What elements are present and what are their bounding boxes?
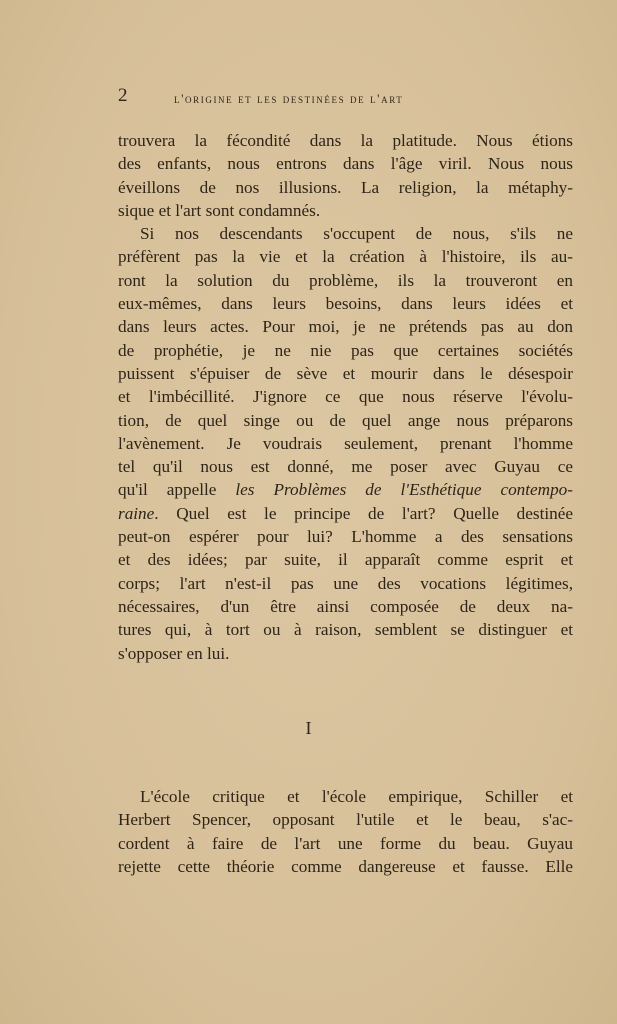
text-line: tures qui, à tort ou à raison, semblent se distinguer et bbox=[118, 620, 573, 640]
text-line: Si nos descendants s'occupent de nous, s'ils ne bbox=[140, 224, 573, 244]
text-line: de prophétie, je ne nie pas que certaines sociétés bbox=[118, 340, 573, 360]
page-number: 2 bbox=[118, 85, 128, 106]
section-heading: I bbox=[305, 718, 312, 738]
body-text bbox=[118, 129, 573, 665]
text-line: eux-mêmes, dans leurs besoins, dans leurs idées et bbox=[118, 294, 573, 314]
text-line: puissent s'épuiser de sève et mourir dans le désespoir bbox=[118, 363, 573, 383]
text-line: nécessaires, d'un être ainsi composée de deux na- bbox=[118, 596, 573, 616]
text-line: cordent à faire de l'art une forme du beau. Guyau bbox=[118, 833, 573, 853]
text-span: . Quel est le principe de l'art? Quelle destinée bbox=[154, 503, 573, 523]
text-line: L'école critique et l'école empirique, Schiller et bbox=[140, 787, 573, 806]
book-title-italic: raine bbox=[118, 503, 155, 523]
text-line: peut-on espérer pour lui? L'homme a des sensations bbox=[118, 527, 573, 547]
text-line: et des idées; par suite, il apparaît comme esprit et bbox=[118, 550, 573, 570]
text-line: tion, de quel singe ou de quel ange nous préparons bbox=[118, 410, 573, 430]
text-line: trouvera la fécondité dans la platitude. Nous étions bbox=[118, 131, 573, 150]
text-line bbox=[118, 502, 573, 525]
text-line: tel qu'il nous est donné, me poser avec Guyau ce bbox=[118, 457, 573, 477]
text-line: Herbert Spencer, opposant l'utile et le beau, s'ac- bbox=[118, 810, 573, 830]
text-line: s'opposer en lui. bbox=[118, 643, 230, 663]
text-line: des enfants, nous entrons dans l'âge viril. Nous nous bbox=[118, 154, 573, 174]
text-line: rejette cette théorie comme dangereuse et fausse. Elle bbox=[118, 856, 573, 876]
book-title-italic: les Problèmes de l'Esthétique contempo- bbox=[235, 480, 574, 500]
text-line: sique et l'art sont condamnés. bbox=[118, 200, 321, 220]
text-line: et l'imbécillité. J'ignore ce que nous réserve l'évolu- bbox=[118, 387, 573, 407]
text-line: l'avènement. Je voudrais seulement, prenant l'homme bbox=[118, 433, 573, 453]
text-line: corps; l'art n'est-il pas une des vocations légitimes, bbox=[118, 573, 573, 593]
text-span: qu'il appelle bbox=[118, 480, 217, 500]
text-line bbox=[118, 478, 573, 501]
text-line: préfèrent pas la vie et la création à l'histoire, ils au- bbox=[118, 247, 573, 267]
text-line: dans leurs actes. Pour moi, je ne prétends pas au don bbox=[118, 317, 573, 337]
text-line: éveillons de nos illusions. La religion, la métaphy- bbox=[118, 177, 573, 197]
running-title: l'origine et les destinées de l'art bbox=[174, 91, 404, 106]
text-line: ront la solution du problème, ils la trouveront en bbox=[118, 270, 573, 290]
body-text-section-1 bbox=[118, 785, 573, 878]
